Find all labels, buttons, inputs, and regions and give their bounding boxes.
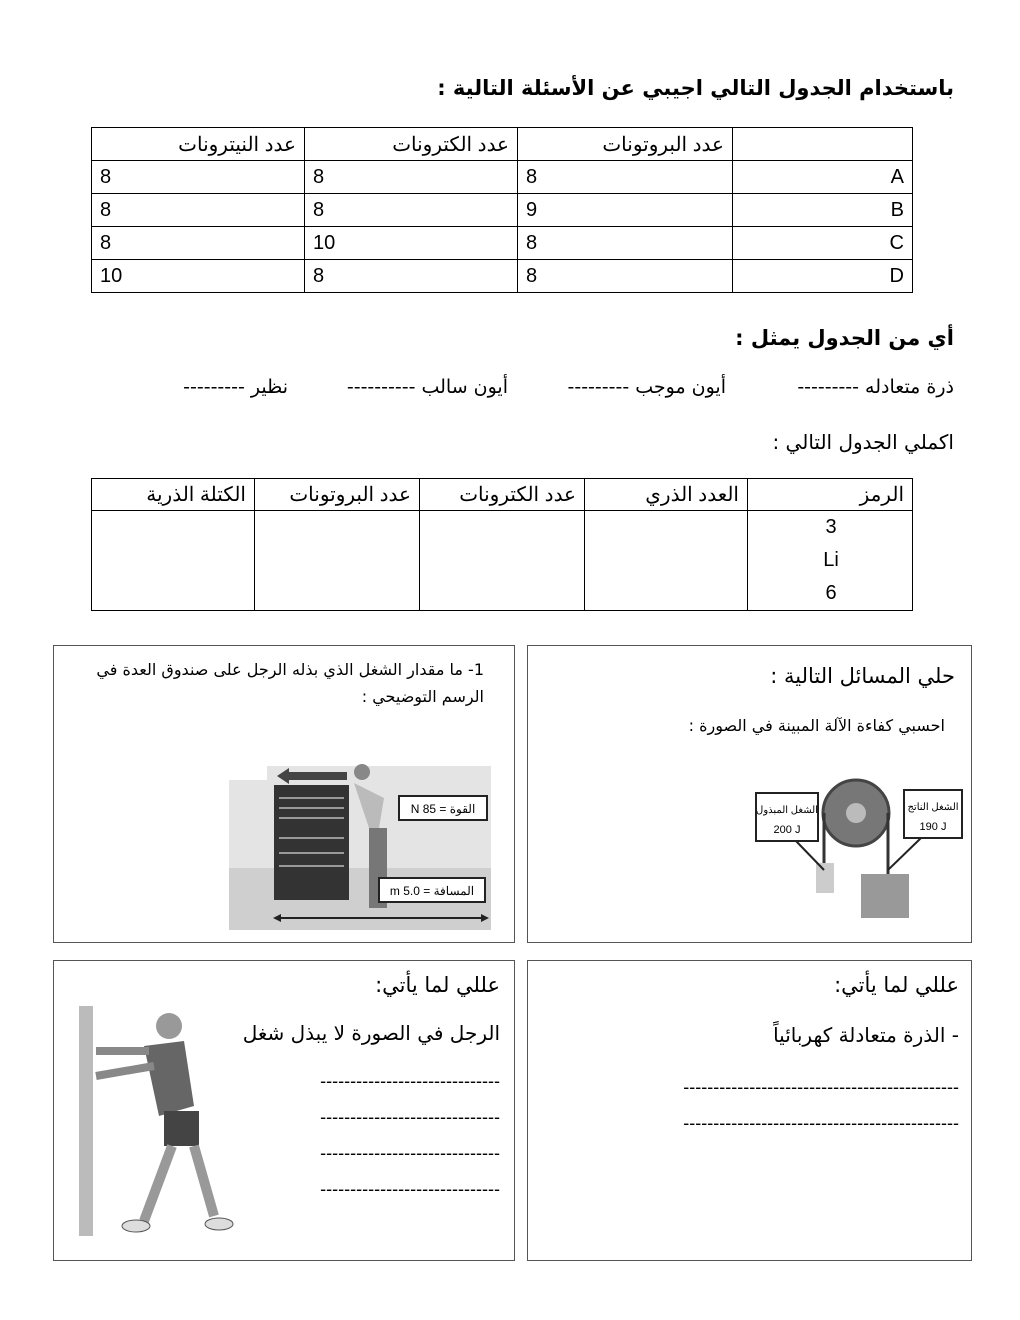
table-row [92, 161, 913, 194]
svg-text:190 J: 190 J [919, 821, 947, 833]
particles-table [91, 127, 913, 293]
answer-line[interactable]: ---------------------------------------------- [683, 1077, 959, 1097]
header-cell: العدد الذري [585, 479, 748, 511]
table-row [92, 511, 913, 611]
answer-line[interactable]: ------------------------------ [320, 1179, 500, 1199]
answer-line[interactable]: ------------------------------ [320, 1071, 500, 1091]
table-row [92, 260, 913, 293]
pulley-illustration [746, 778, 966, 918]
cell: 8 [305, 161, 518, 194]
worksheet-title: باستخدام الجدول التالي اجيبي عن الأسئلة التالية : [437, 76, 954, 100]
answer-line[interactable]: ------------------------------ [320, 1107, 500, 1127]
explain-statement: - الذرة متعادلة كهربائياً [773, 1023, 959, 1047]
cell: 8 [518, 161, 733, 194]
symbol-cell [748, 511, 913, 611]
table-row [92, 227, 913, 260]
answer-line[interactable]: ------------------------------ [320, 1143, 500, 1163]
explain-heading: عللي لما يأتي: [834, 973, 959, 997]
explain-heading: عللي لما يأتي: [375, 973, 500, 997]
answer-cell[interactable] [92, 511, 255, 611]
solve-heading: حلي المسائل التالية : [770, 664, 955, 688]
cell: 10 [305, 227, 518, 260]
toolbox-push-illustration [229, 758, 491, 930]
explain-neutral-atom-box [527, 960, 972, 1261]
cell: 8 [518, 260, 733, 293]
table-row [92, 194, 913, 227]
header-cell: عدد الكترونات [305, 128, 518, 161]
question-heading: أي من الجدول يمثل : [735, 326, 954, 350]
header-cell: الرمز [748, 479, 913, 511]
complete-table-heading: اكملي الجدول التالي : [772, 430, 954, 454]
cell: A [733, 161, 913, 194]
header-cell: عدد البروتونات [518, 128, 733, 161]
work-question: 1- ما مقدار الشغل الذي بذله الرجل على صندوق العدة في الرسم التوضيحي : [96, 660, 484, 706]
cell: 8 [92, 227, 305, 260]
output-work-label: الشغل الناتج [907, 802, 959, 813]
efficiency-problem-box [527, 645, 972, 943]
cell: 10 [92, 260, 305, 293]
option-isotope: نظير --------- [183, 376, 288, 398]
cell: 8 [518, 227, 733, 260]
cell: 8 [305, 260, 518, 293]
explain-statement: الرجل في الصورة لا يبذل شغل [242, 1021, 500, 1045]
cell: 8 [305, 194, 518, 227]
cell: B [733, 194, 913, 227]
cell: 9 [518, 194, 733, 227]
cell: 8 [92, 194, 305, 227]
answer-cell[interactable] [420, 511, 585, 611]
atomic-number: 3 [825, 516, 837, 538]
header-cell: الكتلة الذرية [92, 479, 255, 511]
efficiency-question: احسبي كفاءة الآلة المبينة في الصورة : [688, 716, 945, 735]
mass-number: 6 [825, 582, 837, 604]
answer-cell[interactable] [585, 511, 748, 611]
cell: C [733, 227, 913, 260]
cell: 8 [92, 161, 305, 194]
option-positive-ion: أيون موجب --------- [567, 376, 726, 398]
distance-label: المسافة = 5.0 m [389, 884, 475, 898]
input-work-label: الشغل المبذول [756, 805, 818, 816]
svg-text:200 J: 200 J [773, 824, 801, 836]
element-symbol: Li [823, 549, 839, 571]
header-cell [733, 128, 913, 161]
table-header-row [92, 128, 913, 161]
answer-cell[interactable] [255, 511, 420, 611]
header-cell: عدد البروتونات [255, 479, 420, 511]
man-pushing-wall-illustration [74, 1006, 234, 1236]
table-header-row [92, 479, 913, 511]
answer-line[interactable]: ---------------------------------------------- [683, 1113, 959, 1133]
cell: D [733, 260, 913, 293]
explain-wall-push-box [53, 960, 515, 1261]
option-negative-ion: أيون سالب ---------- [346, 376, 508, 398]
option-neutral: ذرة متعادله --------- [797, 376, 954, 398]
header-cell: عدد النيترونات [92, 128, 305, 161]
work-problem-box [53, 645, 515, 943]
header-cell: عدد الكترونات [420, 479, 585, 511]
force-label: القوة = 85 N [410, 802, 476, 816]
complete-table [91, 478, 913, 611]
